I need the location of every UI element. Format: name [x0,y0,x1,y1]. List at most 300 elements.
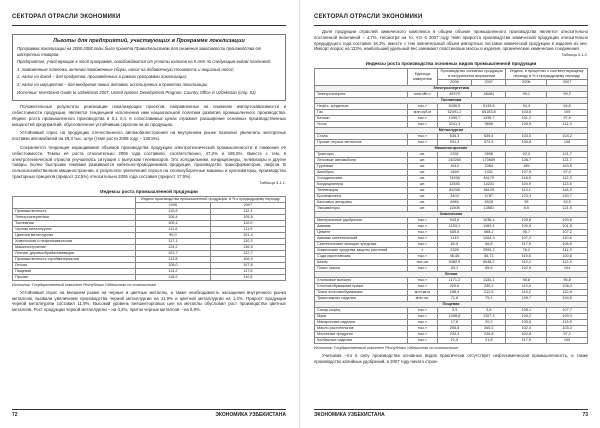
info-box-paragraph: 3. налог на имущество – для внедрения новых активов, используемых в проектах локализации [17,81,208,87]
row-value: 256,8 [437,326,471,332]
row-label: Промышленность [13,208,136,214]
row-value: 103,5 [506,134,547,140]
table-row [315,338,588,344]
row-unit: тыс.т [407,140,437,146]
row-value: 4787 [472,194,506,200]
row-value: 103,6 [506,110,547,116]
table-header-unit: Единица измерения [407,69,437,86]
row-value: 102,8 [506,332,547,338]
row-unit: тыс.т [407,122,437,128]
row-label: Лесная, деревообрабатывающая [13,250,136,256]
row-value: 46,71 [472,254,506,260]
row-label: Машиностроение [13,244,136,250]
table-header-cell: Индекс производства промышленной продукции, в % к предыдущему периоду [135,196,285,202]
row-value: 115,6 [506,254,547,260]
info-box-title: Льготы для предприятий, участвующих в Программе локализации [53,38,245,44]
row-value: 121,7 [547,158,588,164]
row-value: 105,8 [506,320,547,326]
row-value: 107,2 [506,236,547,242]
row-value: 1613 [437,164,471,170]
row-value: 121,5 [547,206,588,212]
row-unit: млн.кВт.ч [407,92,437,98]
table-header-year: 2007 [547,80,588,86]
row-value: 105 [547,338,588,344]
row-unit: млн.куб.м [407,110,437,116]
row-value: 2592,2 [472,248,506,254]
row-value: 108 [547,140,588,146]
row-value: 13581 [472,206,506,212]
footer-rule [12,409,286,410]
row-value: 93,5 [547,200,588,206]
row-value: 140260 [437,158,471,164]
row-value: 113,2 [506,290,547,296]
row-label: Трикотажные изделия [315,296,408,302]
row-value: 113,1 [506,188,547,194]
row-label: Масло растительное [315,326,408,332]
row-label: Сода каустическая [315,254,408,260]
row-value: 107,7 [547,308,588,314]
row-value: 124,2 [135,244,210,250]
row-value: 265,3 [472,326,506,332]
table-row [13,274,286,280]
row-label: Цветная металлургия [13,232,136,238]
row-value: 102,9 [506,266,547,272]
row-value: 233,3 [437,332,471,338]
row-label: Минеральные удобрения [315,218,408,224]
row-value: 65,6 [472,266,506,272]
row-unit: т [407,248,437,254]
table-number: Таблица 5.1.2. [561,52,588,58]
table-header-cell [13,196,136,208]
row-value: 6048,2 [472,260,506,266]
row-label: Легкая [13,262,136,268]
row-value: 188,4 [437,290,471,296]
row-unit: шт. [407,188,437,194]
row-value: 101,4 [210,232,285,238]
row-value: 2331 [437,152,471,158]
table-header-year: 2006 [437,80,471,86]
paragraph: Положительные результаты реализации локализующих проектов, направленных на снижение импортозависимости и себестоимости продукции, являются тенденцией исполнения ими национальной политики развития промышленного производства. Индекс роста промышленного производства в 6,1 п.п. в сопоставимых ценах отражает расширение основных производственных мощностей предприятий, обусловленное устойчивым спросом на их продукцию. [12,104,286,127]
row-value: 104,2 [547,134,588,140]
row-value: 1143 [437,236,471,242]
row-label: Прокат черных металлов [315,140,408,146]
row-label: Аммиак синтетический [315,236,408,242]
row-label: Легковые автомобили [315,158,408,164]
row-value: 14231 [472,182,506,188]
row-value: 105,7 [506,296,547,302]
row-unit: шт. [407,182,437,188]
row-value: 106,4 [135,214,210,220]
row-value: 110,6 [547,236,588,242]
row-value: 111,3 [547,248,588,254]
row-unit: тыс.т [407,218,437,224]
row-value: 1058,8 [437,314,471,320]
row-value: 112,1 [210,208,285,214]
row-value: 110,4 [506,284,547,290]
body-text [12,290,286,313]
row-label: Хлопчатобумажная пряжа [315,284,408,290]
row-label: Мука [315,314,408,320]
row-label: Хлопковое волокно [315,278,408,284]
row-value: 71,8 [437,296,471,302]
row-value: 97,4 [547,170,588,176]
row-value: 109,8 [547,218,588,224]
row-value: 112,4 [547,260,588,266]
row-value: 117,5 [506,242,547,248]
row-value: 46,45 [437,254,471,260]
row-label: Сахар-сырец [315,308,408,314]
row-value: 106,9 [210,256,285,262]
row-value: 1399,7 [437,116,471,122]
row-value: 110,8 [135,208,210,214]
row-value: 1431 [472,170,506,176]
row-value: 6528 [472,200,506,206]
row-value: 113,8 [135,256,210,262]
row-value: 76,2 [506,248,547,254]
row-label: Прочие [13,274,136,280]
row-label: Черная металлургия [13,226,136,232]
row-value: 96,8 [547,278,588,284]
table-header-year: 2007 [472,80,506,86]
row-value: 96125 [472,188,506,194]
row-value: 74938 [437,176,471,182]
row-value: 943,6 [437,218,471,224]
row-value: 101,5 [547,224,588,230]
row-value: 81258 [437,188,471,194]
body-text [12,104,286,180]
row-value: 118,3 [547,188,588,194]
right-page [300,0,600,428]
row-value: 1469 [437,170,471,176]
row-value: 6984 [437,200,471,206]
row-label: Бронежилеты [315,194,408,200]
row-value: 62,5 [437,242,471,248]
section-label: Электроэнергетика [315,86,588,92]
row-label: Аммиак [315,224,408,230]
row-value: 103,3 [547,326,588,332]
row-value: 1335,7 [472,116,506,122]
row-unit: тыс.т [407,134,437,140]
footer-rule [314,409,588,410]
row-value: 99,3 [547,92,588,98]
table-header-cell [315,69,408,86]
row-value: 5382,9 [437,260,471,266]
page-number: 73 [582,412,588,418]
row-value: 111,6 [135,226,210,232]
row-label: Пищевая [13,268,136,274]
row-value: 639,4 [472,134,506,140]
row-value: 95 [506,200,547,206]
row-value: 105,1 [506,308,547,314]
row-label: Промышленность стройматериалов [13,256,136,262]
row-value: 63,1 [437,266,471,272]
row-label: Экскаваторы [315,206,408,212]
row-unit: шт. [407,200,437,206]
paragraph: Устойчивый спрос на продукцию отечественного автомобилестроения на внутреннем рынке позволил увеличить экспортные поставки автомобилей на 29,3 тыс. штук (темп роста 2008 году – 138,5%). [12,130,286,142]
row-label: Молочные продукты [315,332,408,338]
row-unit: тыс.т [407,116,437,122]
row-value: 109,3 [547,314,588,320]
row-unit: тыс.т [407,284,437,290]
row-value: 105,5 [506,122,547,128]
row-unit: тыс.шт [407,260,437,266]
row-unit: шт. [407,158,437,164]
row-value: 3241,3 [437,122,471,128]
row-value: 118,6 [506,176,547,182]
section-label: Пищевая [315,302,588,308]
row-value: 3,6 [472,308,506,314]
row-value: 21,5 [437,338,471,344]
row-value: 2384 [472,164,506,170]
row-value: 113,2 [135,268,210,274]
row-value: 105 [547,110,588,116]
row-value: 170669 [472,158,506,164]
row-unit: шт. [407,206,437,212]
row-value: 97,9 [547,116,588,122]
section-label: Легкая [315,272,588,278]
row-value: 105,8 [210,214,285,220]
table-source: Источник: Государственный комитет Республики Узбекистан по статистике [314,346,459,351]
row-unit: тыс.т [407,320,437,326]
row-value: 8,5 [506,206,547,212]
row-value: 668,2 [472,230,506,236]
row-label: Синтетические моющие средства [315,242,408,248]
row-value: 5436,5 [437,104,471,110]
row-value: 212,5 [472,290,506,296]
row-label: Электроэнергия [315,92,408,98]
row-value: 110,8 [210,274,285,280]
row-value: 97,2 [547,332,588,338]
production-table [314,68,588,344]
row-unit: тыс.т [407,242,437,248]
row-value: 185 [506,164,547,170]
row-value: 110,2 [506,260,547,266]
running-head: СЕКТОРАЛ ОТРАСЛИ ЭКОНОМИКИ [12,14,121,20]
row-value: 3606 [472,122,506,128]
table-caption: Индексы роста промышленной продукции [100,188,198,194]
row-value: 2836 [472,152,506,158]
row-label: Бензин [315,116,408,122]
row-unit: тыс.т [407,236,437,242]
row-value: 94,4 [506,104,547,110]
row-label: Колбасные изделия [315,338,408,344]
row-value: 121,7 [547,152,588,158]
row-value: 1264,3 [472,236,506,242]
row-value: 98,8 [506,278,547,284]
row-label: Нефть, конденсат [315,104,408,110]
row-value: 5133,6 [472,104,506,110]
row-value: 635,3 [437,134,471,140]
row-label: Химическая и нефтехимическая [13,238,136,244]
section-label: Химическая [315,212,588,218]
row-value: 106,9 [547,242,588,248]
row-value: 109,8 [506,218,547,224]
info-box-paragraph: 1. таможенные платежи, включая таможенные сборы, налог на добавленную стоимость и акцизный налог; [17,66,234,72]
row-unit: тыс.т [407,224,437,230]
row-label: Автобусы [315,170,408,176]
section-label: Металлургия [315,128,588,134]
row-value: 1157,3 [472,314,506,320]
row-value: 1171,2 [437,278,471,284]
footer-title: ЭКОНОМИКА УЗБЕКИСТАНА [314,412,385,418]
paragraph: Устойчивый спрос на внешнем рынке на черные и цветные металлы, а также необходимость насыщения внутреннего рынка металлом, вызвали увеличение производства черной металлургии на 11,9% и цветной металлургии на 1,4%. Прирост продукции черной металлургии составил 11,9%. Высокий уровень внешнеторговых цен на металлы обусловил рост производства цветных металлов. Рост продукции черной металлургии – на 4,2%, приток черных металлов – на 5,8%. [12,289,286,313]
row-value: 108,0 [135,262,210,268]
row-value: 1134,1 [472,278,506,284]
row-value: 535,5 [437,230,471,236]
row-value: 100,6 [506,224,547,230]
info-box-paragraph: Предприятия, участвующие в этой программе, освобождаются от уплаты налогов на 5 лет по следующим видам платежей: [17,59,272,65]
row-value: 220,6 [437,284,471,290]
table-number: Таблица 5.1.1. [259,179,286,185]
header-rule [314,25,588,26]
row-value: 2329 [437,248,471,254]
row-value: 49379 [437,92,471,98]
row-value: 136,5 [210,244,285,250]
footer-title: ЭКОНОМИКА УЗБЕКИСТАНА [215,412,286,418]
row-label: Телевизоры [315,188,408,194]
row-value: 20,2 [472,320,506,326]
row-value: 3,3 [437,308,471,314]
row-label: Ткани хлопчатобумажные [315,290,408,296]
row-unit: тыс.т [407,278,437,284]
row-value: 66,8 [472,242,506,248]
row-value: 107,6 [210,262,285,268]
row-value: 65183,8 [472,110,506,116]
row-value: 118,9 [135,274,210,280]
row-label: Кондиционеры [315,182,408,188]
row-value: 239,1 [472,284,506,290]
row-label: Холодильники [315,176,408,182]
row-value: 104,6 [547,296,588,302]
row-value: 138,7 [506,158,547,164]
body-text [314,29,588,52]
row-value: 112,3 [547,176,588,182]
row-label: Пласт. масса [315,266,408,272]
row-value: 84179 [472,176,506,182]
info-box [12,34,286,101]
row-label: Химические средства защиты растений [315,248,408,254]
body-text [314,353,588,365]
row-label: Сталь [315,134,408,140]
row-label: Электроэнергетика [13,214,136,220]
row-value: 102,4 [506,326,547,332]
row-value: 117,6 [210,268,285,274]
row-value: 99,1 [506,92,547,98]
table-header-year: 2006 [506,80,547,86]
row-value: 104,9 [506,182,547,188]
row-value: 226,8 [472,332,506,338]
row-value: 110,3 [210,238,285,244]
row-label: Шины [315,260,408,266]
row-value: 99,0 [135,232,210,238]
row-label: Газ [315,110,408,116]
running-head: СЕКТОРАЛ ОТРАСЛИ ЭКОНОМИКИ [314,14,423,20]
row-value: 92,3 [506,152,547,158]
row-value: 94,6 [547,104,588,110]
row-unit: тыс.т [407,254,437,260]
row-value: 163,5 [547,164,588,170]
row-unit: тыс.т [407,230,437,236]
info-box-paragraph: 2. налог на доход – для продуктов, произведенных в рамках программы локализации; [17,74,187,80]
table-header-production: Производство основных продукции в натуральном выражении [437,69,506,80]
row-value: 110,0 [210,220,285,226]
row-value: 572,5 [472,140,506,146]
row-unit: тыс.т [407,332,437,338]
row-value: 108,4 [547,284,588,290]
row-value: 62491,2 [437,110,471,116]
row-value: 12530 [437,182,471,188]
section-label: Машиностроение [315,146,588,152]
row-value: 11508 [437,206,471,212]
row-value: 112,8 [547,290,588,296]
row-label: Тракторы [315,152,408,158]
row-value: 105,8 [506,140,547,146]
row-value: 107,5 [506,170,547,176]
table-header-year: 2006 [135,202,210,208]
row-value: 101,2 [506,116,547,122]
table-source: Источник: Государственный комитет Республики Узбекистан по статистике [12,282,157,287]
row-label: Макаронные изделия [315,320,408,326]
row-unit: тыс.т [407,326,437,332]
row-value: 113,6 [547,182,588,188]
row-unit: шт. [407,152,437,158]
table-caption: Индексы роста производства основных видов промышленной продукции [365,61,537,67]
row-label: Уголь [315,122,408,128]
row-value: 531,3 [437,140,471,146]
row-unit: шт. [407,194,437,200]
info-box-source: Источник: Investment Guide to Uzbekistan 2007, United Nations Development Program, Country Office in Uzbekistan (стр. 63) [17,89,256,95]
paragraph: Сохраняется тенденция наращивания объемов производства продукции электротехнической промышленности и снижения её себестоимости. Темпы её роста относительно 2006 года составили, соответственно, 47,2% и 185,5%. Вместе с тем, в электротехнической отрасли улучшилась ситуация с выпуском телевизоров. Это холодильники, кондиционеры, телевизоры и другие товары. Более быстрыми темпами развиваются кабельно-проводниковая продукция, производство трансформаторов, лифтов. В сельскохозяйственном машиностроении, в результате увеличения спроса на хлопкоуборочные машины и культиваторы, производство тракторных прицепов (прирост 22,5%) относительно 2006 года составил (прирост 17,5%). [12,144,286,179]
section-label: Топливная [315,98,588,104]
row-value: 107,2 [547,230,588,236]
row-label: Грузовые [315,164,408,170]
row-value: 117,5 [506,338,547,344]
row-value: 117,1 [135,238,210,244]
row-value: 111,9 [210,226,285,232]
row-value: 17,8 [437,320,471,326]
row-value: 122,7 [210,250,285,256]
page-number: 72 [12,412,18,418]
row-unit: шт. [407,176,437,182]
row-value: 104 [547,266,588,272]
row-value: 111,3 [547,122,588,128]
row-value: 105,1 [135,220,210,226]
row-value: 3403 [437,194,471,200]
row-unit: тыс.т [407,308,437,314]
row-unit: млн.кв.м [407,290,437,296]
table-header-year: 2007 [210,202,285,208]
row-unit: тыс.т [407,338,437,344]
row-unit: тыс.т [407,314,437,320]
row-value: 122,7 [135,250,210,256]
row-value: 109,2 [506,314,547,320]
row-unit: шт. [407,164,437,170]
row-label: Цемент [315,230,408,236]
paragraph: Учитывая, что в силу производства основных видов практически отсутствует нефтехимическая промышленность, а также производство калийных удобрений, в 2007 году начато строи- [314,353,588,364]
row-value: 113,5 [547,320,588,326]
row-unit: тыс.т [407,266,437,272]
row-value: 75,1 [472,296,506,302]
paragraph: Доля продукции отраслей химического комплекса в общем объеме промышленного производства является относительно постоянной величиной – 4,7%. Несмотря на то, что в 2007 году темп прироста производства химической продукции относительно предыдущего года составил 18,3%, вместе с тем значительный объем импортных поставок химической продукции в изделия из нее. Импорт возрос на 113%, наибольший удельный вес занимают пластиковые массы и изделия, органические химические соединения. [314,29,588,52]
row-unit: тыс.т [407,104,437,110]
row-value: 95,7 [506,230,547,236]
info-box-paragraph: Программа локализации на 2006-2008 годы была принята Правительством для снижения зависимости производства от импортных товаров. [17,46,262,57]
header-rule [12,25,286,26]
row-label: Топливная [13,220,136,226]
row-value: 100,6 [547,254,588,260]
row-unit: шт. [407,170,437,176]
row-value: 1153,1 [437,224,471,230]
